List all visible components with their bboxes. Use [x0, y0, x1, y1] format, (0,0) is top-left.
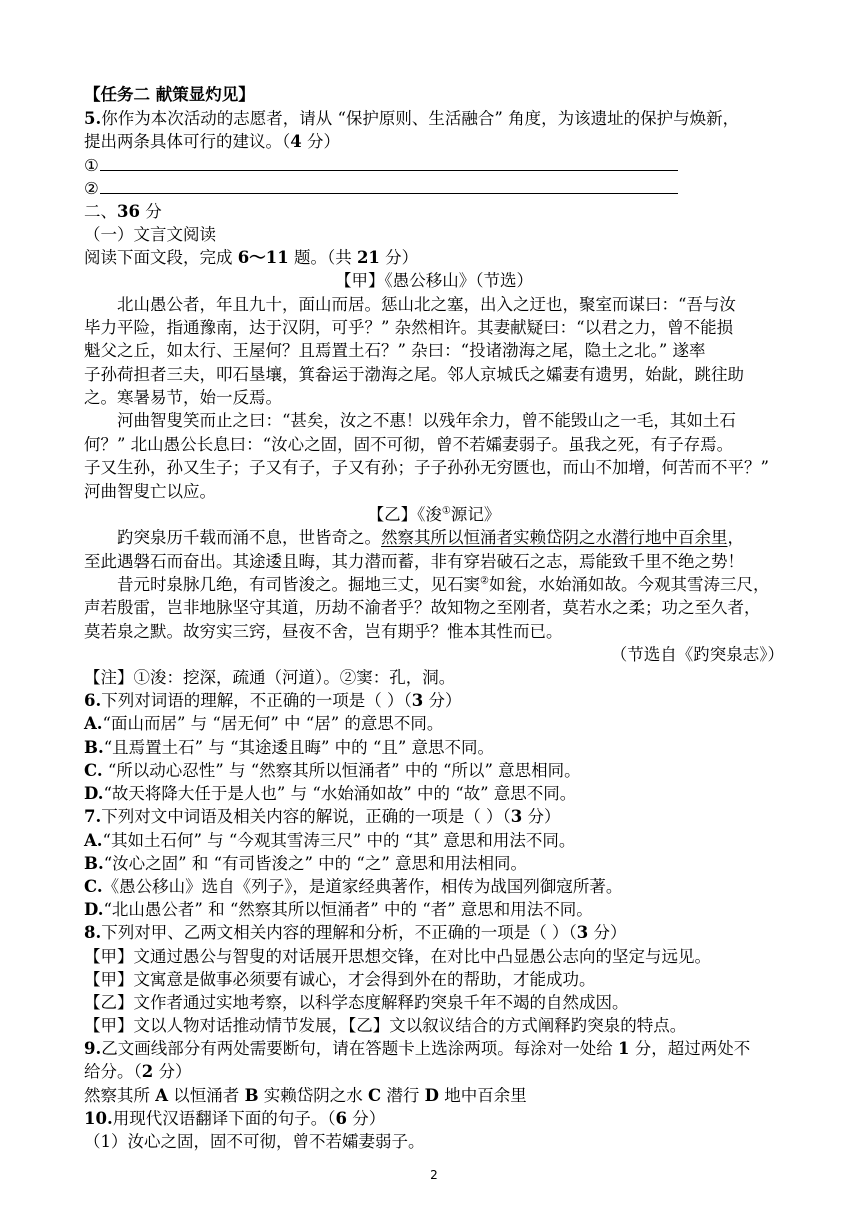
blank-1-line[interactable]: [100, 155, 678, 171]
q5-score: 4: [290, 132, 302, 151]
q9-stem-2c: 分）: [153, 1062, 192, 1081]
yi-line-1: [117, 527, 744, 549]
q9-number: 9.: [84, 1039, 102, 1058]
task2-heading: 【任务二 献策显灼见】: [84, 85, 255, 104]
yi-line-4: 声若殷雷，岂非地脉坚守其道，历劫不渝者乎？故知物之至刚者，莫若水之柔；功之至久者，: [84, 598, 761, 617]
q7-stem-text: 下列对文中词语及相关内容的解说，正确的一项是（ ）（: [101, 807, 511, 826]
q9-stem-1b: 1: [617, 1039, 630, 1058]
q6-score: 3: [411, 691, 424, 710]
yi-l3-a: 昔元时泉脉几绝，有司皆浚之。掘地三丈，见石窦: [117, 575, 480, 594]
q7-option-d[interactable]: [84, 899, 593, 921]
q6-option-a[interactable]: [84, 713, 443, 735]
blank-1-marker: ①: [84, 156, 99, 175]
q5-line-2: [84, 131, 340, 153]
option-letter: B.: [84, 738, 104, 757]
option-text: 《愚公移山》选自《列子》，是道家经典著作，相传为战国列御寇所著。: [102, 877, 623, 896]
q9-break-c[interactable]: C: [368, 1086, 382, 1105]
q9-sentence: [84, 1085, 527, 1107]
q5-text-2: 提出两条具体可行的建议。（: [84, 132, 291, 151]
yi-title: [0, 504, 868, 526]
q9-stem-1: [84, 1038, 750, 1060]
section2-score: 36: [117, 202, 140, 221]
q6-option-d[interactable]: [84, 783, 576, 805]
q6-number: 6.: [84, 691, 102, 710]
yi-l1-a: 趵突泉历千载而涌不息，世皆奇之。: [117, 528, 381, 547]
option-letter: C.: [84, 761, 103, 780]
q9-stem-2a: 给分。（: [84, 1062, 142, 1081]
q10-number: 10.: [84, 1109, 113, 1128]
q9-stem-2b: 2: [141, 1062, 154, 1081]
q8-stem: [84, 922, 626, 944]
answer-blank-2: [84, 178, 678, 200]
option-letter: C.: [84, 877, 103, 896]
q8-score: 3: [576, 923, 589, 942]
option-text: “且焉置土石” 与 “其途逶且晦” 中的 “且” 意思不同。: [103, 738, 495, 757]
option-letter: B.: [84, 854, 104, 873]
page-number: 2: [430, 1168, 438, 1182]
q5-score-end: 分）: [301, 132, 340, 151]
blank-2-marker: ②: [84, 179, 99, 198]
q7-option-a[interactable]: [84, 830, 575, 852]
yi-title-note: ①: [441, 505, 451, 517]
q9-seg: 实赖岱阴之水: [258, 1086, 369, 1105]
q7-score: 3: [510, 807, 523, 826]
q9-seg: 然察其所: [84, 1086, 156, 1105]
q9-seg: 以恒涌者: [168, 1086, 245, 1105]
notes: 【注】①浚：挖深，疏通（河道）。②窦：孔，洞。: [84, 668, 456, 687]
q8-option[interactable]: 【乙】文作者通过实地考察，以科学态度解释趵突泉千年不竭的自然成因。: [84, 993, 629, 1012]
jia-line: 子又生孙，孙又生子；子又有子，子又有孙；子子孙孙无穷匮也，而山不加增，何苦而不平？”: [84, 458, 769, 477]
yi-line-5: 莫若泉之默。故穷实三窍，昼夜不舍，岂有期乎？惟本其性而已。: [84, 622, 563, 641]
q5-line-1: [84, 108, 739, 130]
q10-score: 6: [335, 1109, 347, 1128]
q8-option[interactable]: 【甲】文通过愚公与智叟的对话展开思想交锋，在对比中凸显愚公志向的坚定与远见。: [84, 947, 711, 966]
q9-stem-1a: 乙文画线部分有两处需要断句，请在答题卡上选涂两项。每涂对一处给: [101, 1039, 618, 1058]
q9-seg: 潜行: [381, 1086, 425, 1105]
instr-range: 6～11: [237, 248, 289, 267]
q10-item-1: [84, 1131, 425, 1153]
q7-option-c[interactable]: [84, 876, 622, 898]
yi-l3-b: 如瓮，水始涌如故。今观其雪涛三尺，: [488, 575, 770, 594]
yi-l3-note: ②: [480, 575, 489, 587]
q9-break-d[interactable]: D: [424, 1086, 439, 1105]
yi-title-b: 源记》: [450, 505, 501, 524]
section2-instructions: [84, 247, 418, 269]
jia-line: 北山愚公者，年且九十，面山而居。惩山北之塞，出入之迂也，聚室而谋曰：“吾与汝: [117, 295, 736, 314]
q9-break-b[interactable]: B: [244, 1086, 259, 1105]
option-letter: A.: [84, 714, 103, 733]
q6-stem: [84, 690, 461, 712]
jia-title: 【甲】《愚公移山》（节选）: [335, 271, 533, 290]
instr-c: 分）: [379, 248, 419, 267]
section2-sub: （一）文言文阅读: [84, 225, 216, 244]
option-text: “面山而居” 与 “居无何” 中 “居” 的意思不同。: [102, 714, 444, 733]
yi-underlined-sentence: 然察其所以恒涌者实赖岱阴之水潜行地中百余里: [381, 528, 728, 547]
q9-seg: 地中百余里: [438, 1086, 527, 1105]
q8-number: 8.: [84, 923, 102, 942]
q6-stem-text: 下列对词语的理解，不正确的一项是（ ）（: [101, 691, 412, 710]
option-text: “北山愚公者” 和 “然察其所以恒涌者” 中的 “者” 意思和用法不同。: [103, 900, 593, 919]
yi-line-3: [117, 574, 769, 596]
yi-line-2: 至此遇磐石而奋出。其途逶且晦，其力潜而蓄，非有穿岩破石之志，焉能致千里不绝之势！: [84, 552, 744, 571]
q9-stem-2: [84, 1061, 191, 1083]
q8-option[interactable]: 【甲】文寓意是做事必须要有诚心，才会得到外在的帮助，才能成功。: [84, 970, 596, 989]
jia-line: 河曲智叟亡以应。: [84, 482, 216, 501]
option-letter: D.: [84, 900, 104, 919]
yi-title-a: 【乙】《浚: [367, 505, 442, 524]
jia-line: 毕力平险，指通豫南，达于汉阴，可乎？” 杂然相许。其妻献疑曰：“以君之力，曾不能损: [84, 318, 734, 337]
section2-title-a: 二、: [84, 202, 117, 221]
jia-line: 何？” 北山愚公长息曰：“汝心之固，固不可彻，曾不若孀妻弱子。虽我之死，有子存焉。: [84, 435, 734, 454]
q6-score-end: 分）: [423, 691, 462, 710]
option-text: “汝心之固” 和 “有司皆浚之” 中的 “之” 意思和用法相同。: [103, 854, 528, 873]
q10-item-number: （1）: [84, 1132, 128, 1151]
q5-number: 5.: [84, 109, 102, 128]
q9-stem-1c: 分，超过两处不: [629, 1039, 751, 1058]
q9-break-a[interactable]: A: [155, 1086, 169, 1105]
instr-a: 阅读下面文段，完成: [84, 248, 238, 267]
yi-source: （节选自《趵突泉志》）: [610, 645, 784, 664]
option-text: “故天将降大任于是人也” 与 “水始涌如故” 中的 “故” 意思不同。: [103, 784, 577, 803]
instr-score: 21: [356, 248, 380, 267]
option-text: “其如土石何” 与 “今观其雪涛三尺” 中的 “其” 意思和用法不同。: [102, 831, 576, 850]
blank-2-line[interactable]: [100, 178, 678, 194]
q10-item-text: 汝心之固，固不可彻，曾不若孀妻弱子。: [127, 1132, 425, 1151]
q5-text-1: 你作为本次活动的志愿者，请从 “保护原则、生活融合” 角度，为该遗址的保护与焕新，: [101, 109, 740, 128]
q8-option[interactable]: 【甲】文以人物对话推动情节发展，【乙】文以叙议结合的方式阐释趵突泉的特点。: [84, 1016, 687, 1035]
option-letter: D.: [84, 784, 104, 803]
q8-stem-text: 下列对甲、乙两文相关内容的理解和分析，不正确的一项是（ ）（: [101, 923, 577, 942]
q7-stem: [84, 806, 560, 828]
q7-option-b[interactable]: [84, 853, 527, 875]
jia-line: 之。寒暑易节，始一反焉。: [84, 388, 282, 407]
jia-line: 魁父之丘，如太行、王屋何？且焉置土石？” 杂曰：“投诸渤海之尾，隐土之北。” 遂率: [84, 341, 706, 360]
q10-stem-text: 用现代汉语翻译下面的句子。（: [112, 1109, 336, 1128]
q10-score-end: 分）: [346, 1109, 386, 1128]
jia-line: 子孙荷担者三夫，叩石垦壤，箕畚运于渤海之尾。邻人京城氏之孀妻有遗男，始龀，跳往助: [84, 365, 744, 384]
jia-line: 河曲智叟笑而止之曰：“甚矣，汝之不惠！以残年余力，曾不能毁山之一毛，其如土石: [117, 411, 736, 430]
option-text: “所以动心忍性” 与 “然察其所以恒涌者” 中的 “所以” 意思相同。: [102, 761, 581, 780]
instr-b: 题。（共: [288, 248, 357, 267]
section2-title: [84, 201, 162, 223]
yi-l1-b: ，: [727, 528, 744, 547]
q7-number: 7.: [84, 807, 102, 826]
q6-option-b[interactable]: [84, 737, 494, 759]
section2-title-b: 分: [139, 202, 162, 221]
answer-blank-1: [84, 155, 678, 177]
option-letter: A.: [84, 831, 103, 850]
q8-score-end: 分）: [588, 923, 627, 942]
q7-score-end: 分）: [522, 807, 561, 826]
q6-option-c[interactable]: [84, 760, 581, 782]
q10-stem: [84, 1108, 385, 1130]
